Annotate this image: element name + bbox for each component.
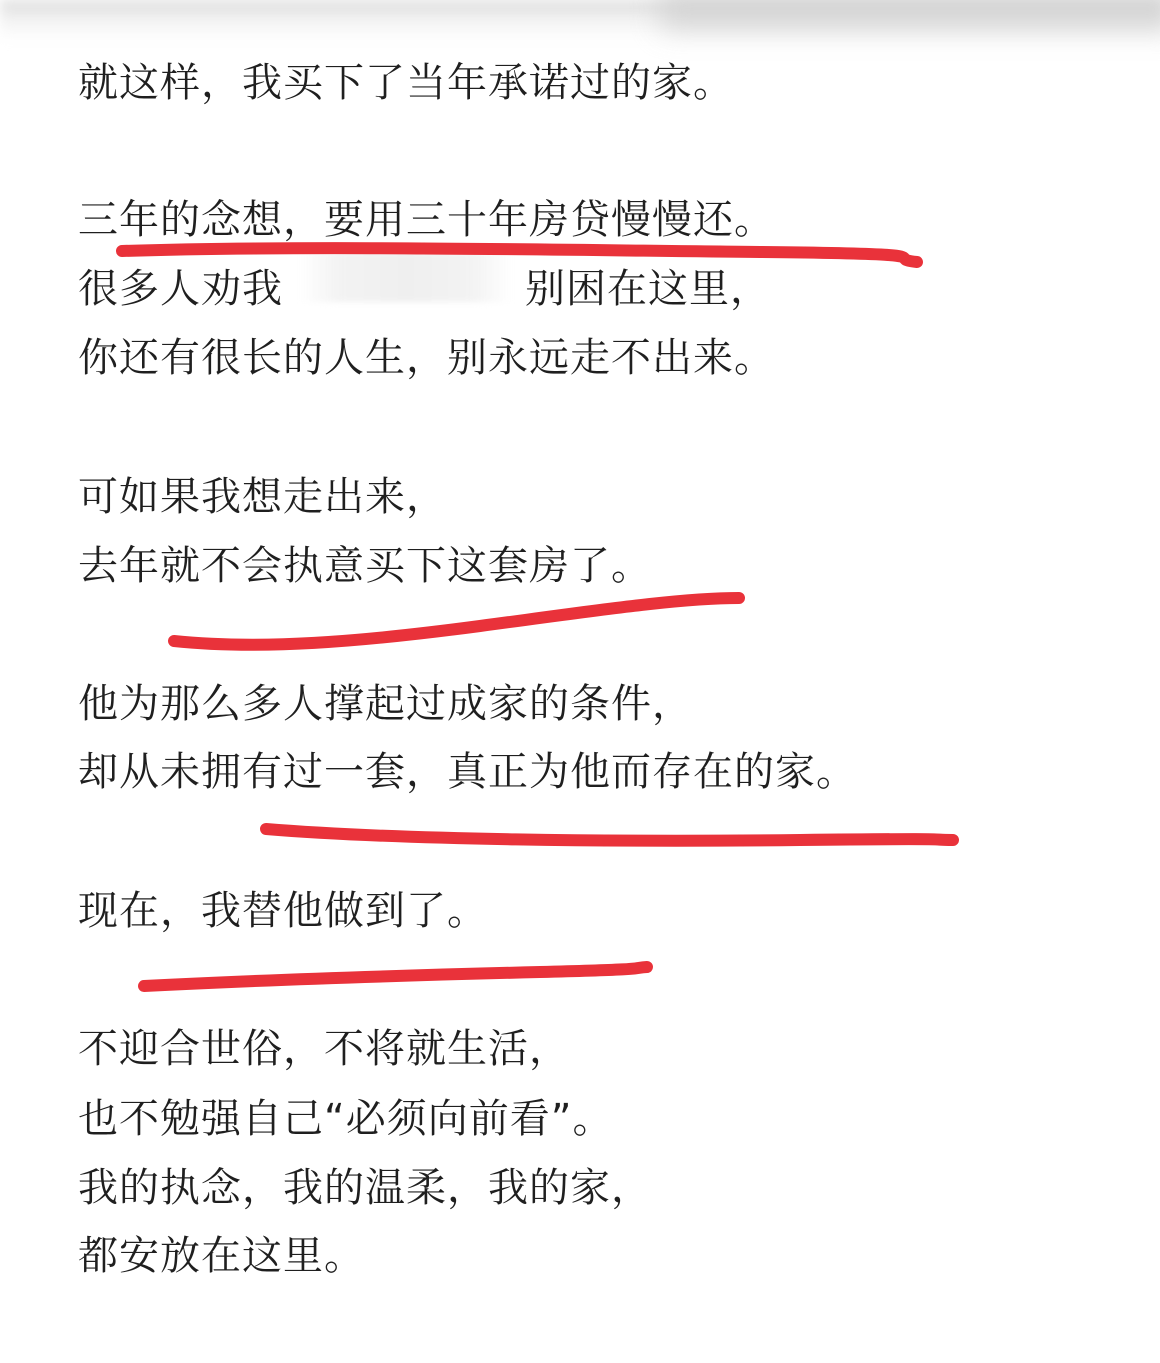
text-line-9: 现在，我替他做到了。 bbox=[78, 888, 488, 934]
top-blurred-edge-right bbox=[660, 0, 1160, 30]
red-underline-3 bbox=[266, 829, 953, 841]
text-line-4: 你还有很长的人生，别永远走不出来。 bbox=[78, 335, 775, 381]
text-line-7: 他为那么多人撑起过成家的条件， bbox=[78, 681, 693, 727]
text-line-3a: 很多人劝我 bbox=[78, 266, 283, 312]
text-line-3b: 别困在这里， bbox=[525, 266, 771, 312]
text-line-5: 可如果我想走出来， bbox=[78, 474, 447, 520]
red-underline-2 bbox=[174, 598, 739, 645]
text-line-13: 都安放在这里。 bbox=[78, 1233, 365, 1279]
blurred-redaction bbox=[300, 252, 512, 302]
text-line-10: 不迎合世俗，不将就生活， bbox=[78, 1026, 570, 1072]
text-line-6: 去年就不会执意买下这套房了。 bbox=[78, 543, 652, 589]
text-line-2: 三年的念想，要用三十年房贷慢慢还。 bbox=[78, 197, 775, 243]
text-line-12: 我的执念，我的温柔，我的家， bbox=[78, 1165, 652, 1211]
text-line-11: 也不勉强自己“必须向前看”。 bbox=[78, 1096, 614, 1142]
text-line-1: 就这样，我买下了当年承诺过的家。 bbox=[78, 60, 734, 106]
red-underline-1 bbox=[122, 248, 917, 262]
red-underline-4 bbox=[144, 967, 647, 986]
text-line-8: 却从未拥有过一套，真正为他而存在的家。 bbox=[78, 749, 857, 795]
